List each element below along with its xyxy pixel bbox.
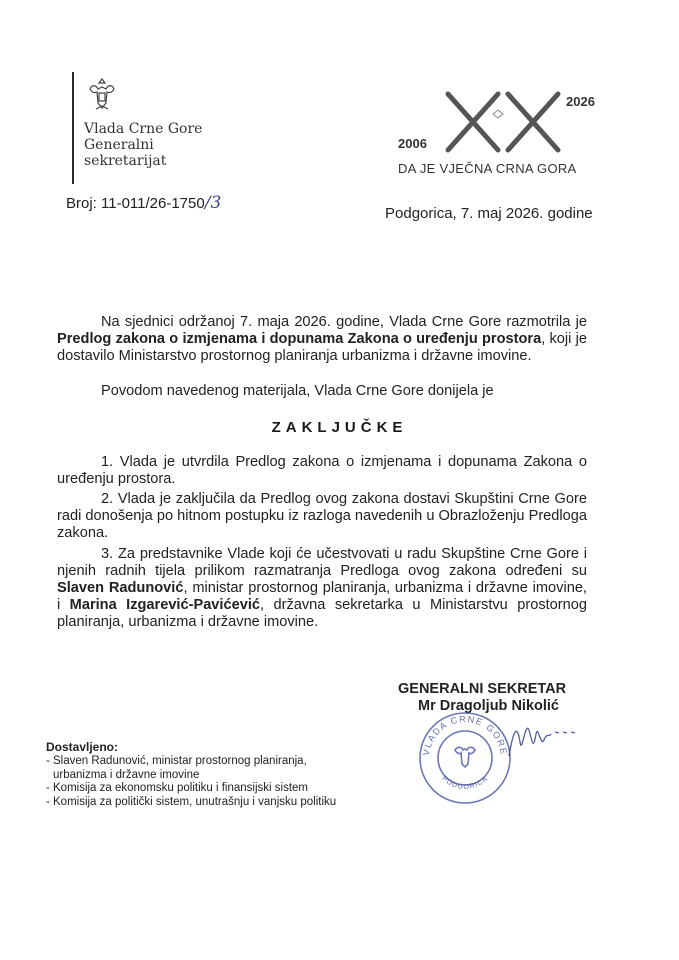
government-name	[84, 121, 202, 169]
intro-paragraph	[57, 314, 587, 365]
logo-year-start: 2006	[398, 136, 427, 151]
conclusion-3-text-b: , ministar prostornog planiranja, urbanizma i državne imovine, i	[57, 580, 587, 613]
distribution-item	[46, 755, 353, 782]
svg-text:PODGORICA	[440, 775, 489, 791]
official-stamp-icon	[415, 708, 515, 808]
distribution-item-text: Slaven Radunović, ministar prostornog planiranja, urbanizma i državne imovine	[53, 755, 307, 781]
conclusion-3	[57, 546, 587, 631]
place-and-date: Podgorica, 7. maj 2026. godine	[385, 205, 593, 222]
conclusion-2: 2. Vlada je zaključila da Predlog ovog zakona dostavi Skupštini Crne Gore radi donošenja po hitnom postupku iz razloga navedenih u Obrazloženju Predloga zakona.	[57, 491, 587, 541]
stamp-city: PODGORICA	[440, 775, 490, 791]
coat-of-arms-icon	[82, 75, 122, 115]
distribution-item	[46, 782, 353, 796]
gov-line-3: sekretarijat	[84, 153, 167, 169]
reference-number	[66, 193, 221, 213]
law-title: Predlog zakona o izmjenama i dopunama Zakona o uređenju prostora	[57, 331, 542, 347]
logo-year-end: 2026	[566, 94, 595, 109]
distribution-item	[46, 796, 353, 810]
intro-text-a: Na sjednici održanoj 7. maja 2026. godine, Vlada Crne Gore razmotrila je	[101, 314, 587, 330]
conclusion-3-text-c: , državna sekretarka u Ministarstvu prostornog planiranja, urbanizma i državne imovine.	[57, 597, 587, 630]
stamp-text: VLADA CRNE GORE	[420, 713, 510, 757]
reference-label: Broj:	[66, 195, 102, 212]
signatory-title: GENERALNI SEKRETAR	[398, 681, 567, 697]
conclusion-3-text-a: 3. Za predstavnike Vlade koji će učestvovati u radu Skupštine Crne Gore i njenih radnih tijela prilikom razmatranja Predloga ovog zakona određeni su	[57, 546, 587, 579]
gov-line-1: Vlada Crne Gore	[84, 121, 203, 137]
distribution-item-text: Komisija za politički sistem, unutrašnju i vanjsku politiku	[53, 795, 337, 808]
header-vertical-rule	[72, 72, 74, 184]
conclusions-heading: ZAKLJUČKE	[271, 419, 408, 436]
decision-intro: Povodom navedenog materijala, Vlada Crne Gore donijela je	[101, 383, 494, 399]
handwritten-signature	[505, 712, 580, 767]
distribution-list	[46, 755, 353, 809]
representative-1-name: Slaven Radunović	[57, 580, 184, 596]
distribution-label: Dostavljeno:	[46, 740, 119, 754]
gov-line-2: Generalni	[84, 137, 154, 153]
intro-text-b: , koji je dostavilo Ministarstvo prostornog planiranja urbanizma i državne imovine.	[57, 331, 588, 364]
signatory-name: Mr Dragoljub Nikolić	[418, 698, 559, 714]
representative-2-name: Marina Izgarević-Pavićević	[69, 597, 261, 613]
reference-handwritten-suffix: /3	[204, 193, 222, 213]
logo-tagline: DA JE VJEČNA CRNA GORA	[398, 161, 577, 176]
distribution-item-text: Komisija za ekonomsku politiku i finansijski sistem	[53, 782, 309, 794]
conclusion-1: 1. Vlada je utvrdila Predlog zakona o izmjenama i dopunama Zakona o uređenju prostora.	[57, 454, 587, 487]
reference-value: 11-011/26-1750	[101, 195, 205, 212]
